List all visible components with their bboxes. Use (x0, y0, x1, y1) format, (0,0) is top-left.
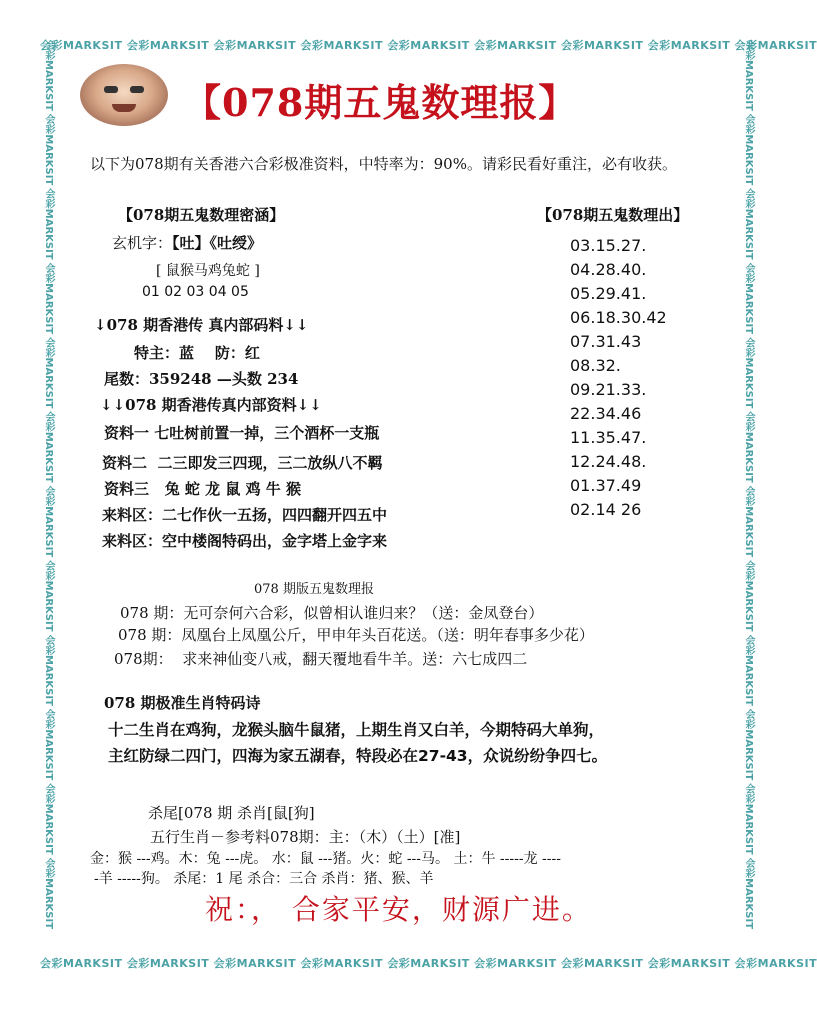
material-label: 来料区： (102, 506, 163, 524)
material-label: 资料三 (104, 480, 150, 498)
number-item: 07.31.43 (570, 332, 642, 351)
material-row (102, 530, 387, 551)
border-text: 会彩MARKSIT (43, 188, 54, 260)
material-row (102, 504, 387, 525)
border-text: 会彩MARKSIT (734, 957, 817, 970)
border-text: 会彩MARKSIT (743, 114, 754, 186)
five-elements-line: 五行生肖－参考料078期：主：（木）（土）[准] (150, 828, 461, 846)
border-text: 会彩MARKSIT (743, 40, 754, 111)
poem-title: 078 期极准生肖特码诗 (104, 694, 261, 712)
middle-line (114, 648, 527, 669)
border-text: 会彩MARKSIT (387, 39, 470, 52)
border-text: 会彩MARKSIT (647, 957, 731, 970)
number-item: 11.35.47. (570, 428, 647, 447)
border-text: 会彩MARKSIT (43, 411, 54, 483)
middle-line (120, 602, 543, 623)
section-title-materials: ↓↓078 期香港传真内部资料↓↓ (100, 396, 322, 414)
border-text: 会彩MARKSIT (40, 957, 123, 970)
number-item: 06.18.30.42 (570, 308, 667, 327)
border-text: 会彩MARKSIT (743, 486, 754, 558)
poem-line-2: 主红防绿二四门，四海为家五湖春，特段必在27-43，众说纷纷争四七。 (108, 747, 608, 765)
number-item: 22.34.46 (570, 404, 642, 423)
portrait-eye (104, 86, 118, 93)
middle-label: 078 期： (118, 626, 182, 644)
border-text: 会彩MARKSIT (126, 39, 210, 52)
kill-line: 杀尾[078 期 杀肖[鼠[狗] (148, 804, 315, 822)
border-text: 会彩MARKSIT (743, 411, 754, 483)
border-text: 会彩MARKSIT (743, 337, 754, 409)
intro-text: 以下为078期有关香港六合彩极准资料，中特率为：90%。请彩民看好重注，必有收获。 (90, 155, 677, 173)
border-text: 会彩MARKSIT (43, 114, 54, 186)
border-text: 会彩MARKSIT (387, 957, 470, 970)
poem-line-1: 十二生肖在鸡狗，龙猴头脑牛鼠猪，上期生肖又白羊，今期特码大单狗， (108, 721, 605, 739)
portrait-image (80, 64, 168, 126)
border-text: 会彩MARKSIT (43, 858, 54, 930)
border-text: 会彩MARKSIT (126, 957, 210, 970)
xuanji-label: 玄机字： (112, 234, 173, 252)
tezhu-line (134, 342, 260, 363)
zodiac-line: [ 鼠猴马鸡兔蛇 ] (156, 263, 260, 279)
middle-text: 求来神仙变八戒，翻天覆地看牛羊。送：六七成四二 (182, 650, 528, 668)
border-text: 会彩MARKSIT (474, 957, 557, 970)
border-text: 会彩MARKSIT (213, 39, 297, 52)
border-text: 会彩MARKSIT (560, 39, 644, 52)
portrait-eye (130, 86, 144, 93)
middle-line (118, 624, 594, 645)
border-text: 会彩MARKSIT (43, 263, 54, 335)
border-text: 会彩MARKSIT (474, 39, 557, 52)
border-text: 会彩MARKSIT (743, 263, 754, 335)
portrait-mouth (112, 104, 136, 112)
border-text: 会彩MARKSIT (43, 635, 54, 706)
material-row (102, 452, 382, 473)
border-text: 会彩MARKSIT (300, 957, 383, 970)
border-text: 会彩MARKSIT (43, 486, 54, 558)
material-text: 七吐树前置一掉，三个酒杯一支瓶 (154, 424, 380, 442)
border-text: 会彩MARKSIT (743, 188, 754, 260)
number-item: 03.15.27. (570, 236, 647, 255)
border-text: 会彩MARKSIT (743, 635, 754, 706)
border-text: 会彩MARKSIT (43, 783, 54, 855)
xuanji-value: 【吐】《吐绶》 (172, 234, 263, 252)
number-item: 09.21.33. (570, 380, 647, 399)
middle-label: 078期： (114, 650, 173, 668)
border-text: 会彩MARKSIT (43, 560, 54, 632)
border-text: 会彩MARKSIT (743, 560, 754, 632)
weishu-line: 尾数：359248 —头数 234 (104, 370, 299, 388)
border-text: 会彩MARKSIT (300, 39, 383, 52)
page-title: 【078期五鬼数理报】 (183, 80, 578, 125)
border-text: 会彩MARKSIT (43, 337, 54, 409)
number-item: 05.29.41. (570, 284, 647, 303)
tezhu-label: 特主：蓝 (134, 344, 195, 362)
middle-text: 凤凰台上凤凰公斤，甲申年头百花送。（送：明年春事多少花） (181, 626, 594, 644)
section-title-secrets: 【078期五鬼数理密涵】 (118, 206, 285, 224)
middle-subtitle: 078 期版五鬼数理报 (254, 582, 374, 597)
border-text: 会彩MARKSIT (43, 709, 54, 781)
section-title-output: 【078期五鬼数理出】 (537, 206, 689, 224)
border-text: 会彩MARKSIT (743, 858, 754, 930)
material-row (104, 478, 301, 499)
material-row (104, 422, 379, 443)
number-item: 12.24.48. (570, 452, 647, 471)
middle-text: 无可奈何六合彩，似曾相认谁归来？（送：金凤登台） (183, 604, 544, 622)
material-label: 资料一 (104, 424, 150, 442)
border-text: 会彩MARKSIT (43, 40, 54, 111)
material-text: 空中楼阁特码出，金字塔上金字来 (162, 532, 388, 550)
fang-label: 防：红 (214, 344, 260, 362)
number-list (570, 234, 667, 522)
border-text: 会彩MARKSIT (743, 709, 754, 781)
material-text: 二三即发三四现，三二放纵八不羁 (157, 454, 383, 472)
material-label: 来料区： (102, 532, 163, 550)
border-text: 会彩MARKSIT (213, 957, 297, 970)
material-text: 二七作伙一五扬，四四翻开四五中 (162, 506, 388, 524)
border-left-pattern (40, 40, 56, 970)
number-item: 02.14 26 (570, 500, 642, 519)
material-text: 兔 蛇 龙 鼠 鸡 牛 猴 (164, 480, 302, 498)
elements-mapping-line: 金：猴 ---鸡。木：兔 ---虎。 水：鼠 ---猪。火：蛇 ---马。 土：牛 -----龙 ---- (90, 851, 561, 867)
border-text: 会彩MARKSIT (40, 39, 123, 52)
border-text: 会彩MARKSIT (647, 39, 731, 52)
number-item: 01.37.49 (570, 476, 642, 495)
border-bottom-pattern (40, 954, 817, 974)
number-item: 04.28.40. (570, 260, 647, 279)
kill-summary-line: -羊 -----狗。 杀尾：1 尾 杀合：三合 杀肖：猪、猴、羊 (94, 871, 434, 887)
middle-label: 078 期： (120, 604, 184, 622)
border-top-pattern (40, 36, 817, 56)
border-right-pattern (740, 40, 756, 970)
section-title-codes: ↓078 期香港传 真内部码料↓↓ (94, 316, 309, 334)
numbers-line: 01 02 03 04 05 (142, 284, 249, 300)
blessing-text: 祝：， 合家平安，财源广进。 (205, 893, 592, 926)
material-label: 资料二 (102, 454, 148, 472)
border-text: 会彩MARKSIT (560, 957, 644, 970)
border-text: 会彩MARKSIT (743, 783, 754, 855)
border-text: 会彩MARKSIT (734, 39, 817, 52)
number-item: 08.32. (570, 356, 621, 375)
xuanji-line (112, 232, 262, 253)
